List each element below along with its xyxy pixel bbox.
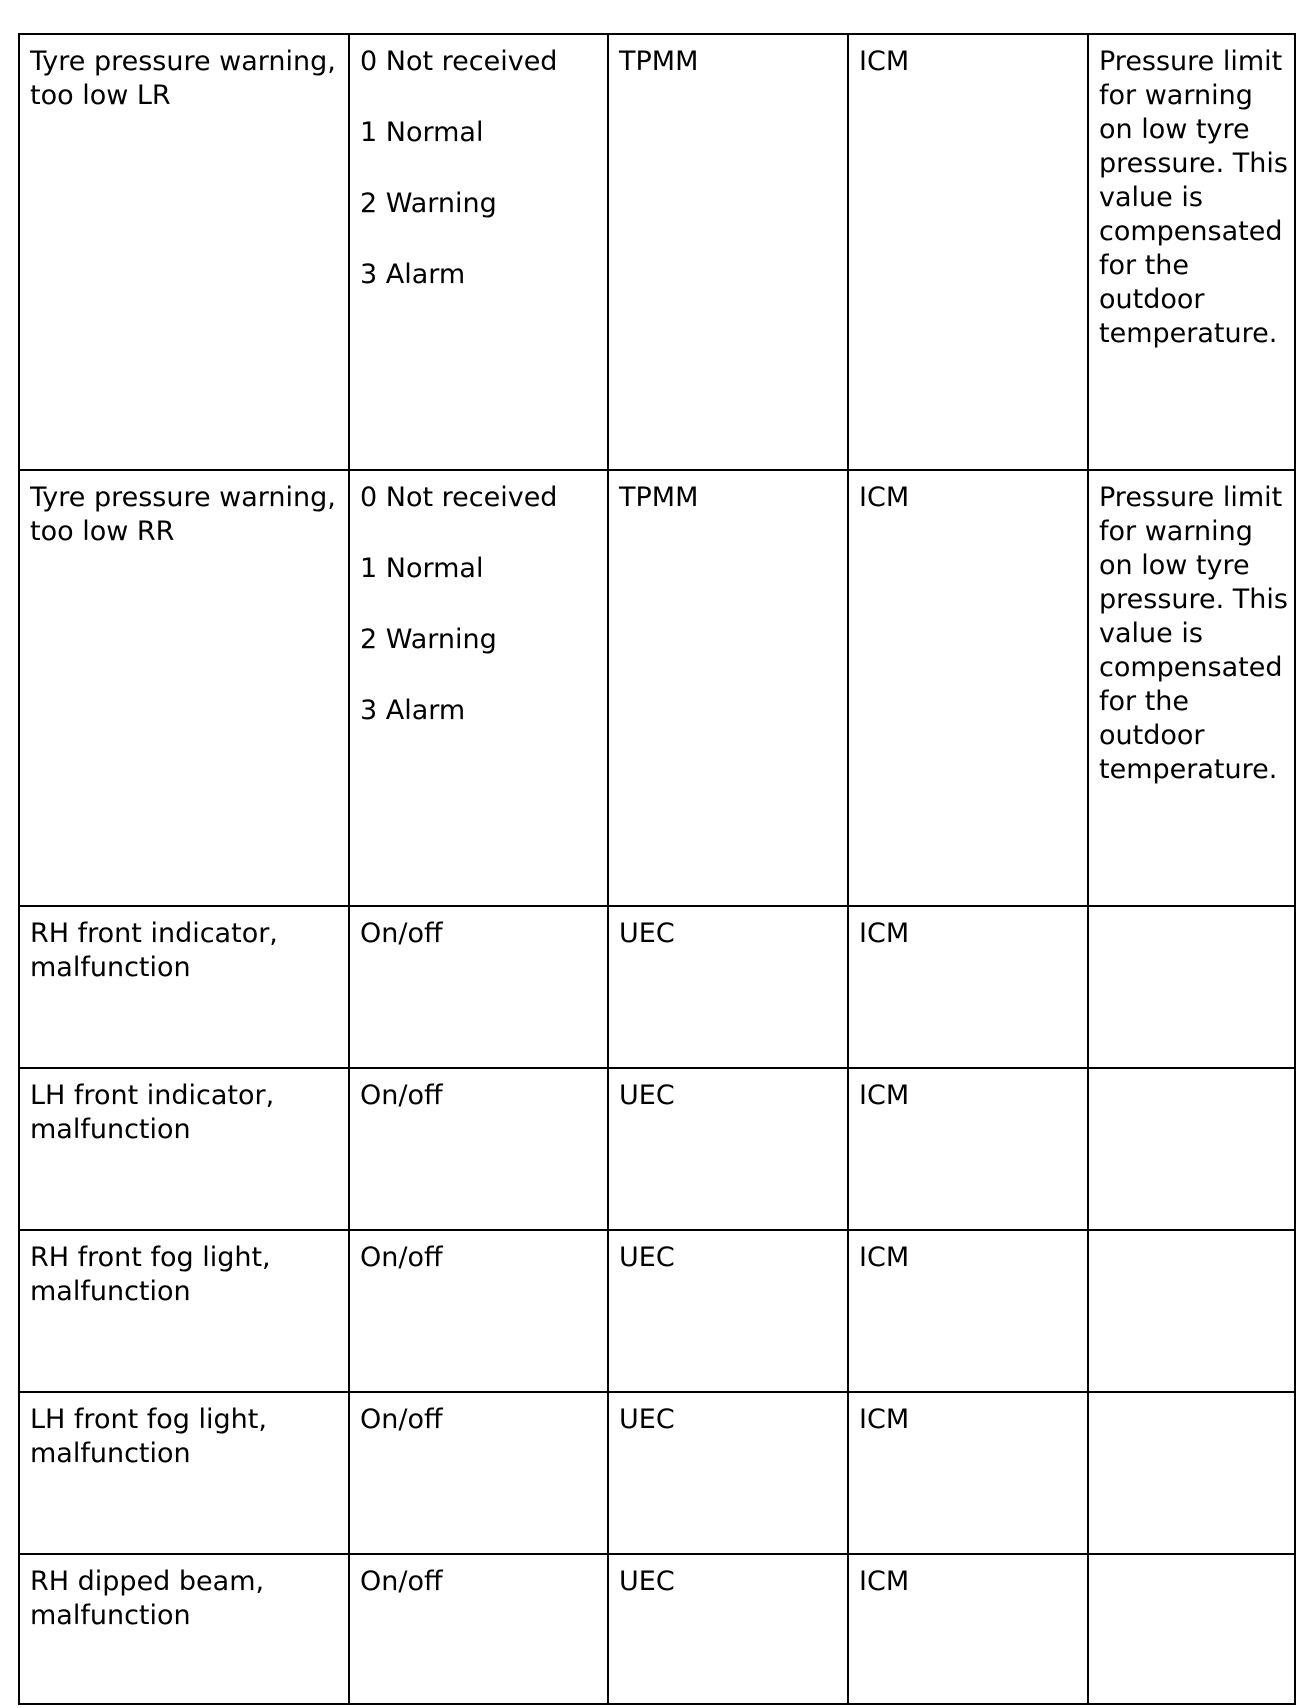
description-cell bbox=[1088, 1068, 1295, 1230]
signal-name-cell: RH front indicator, malfunction bbox=[19, 906, 349, 1068]
value-item: On/off bbox=[360, 1404, 443, 1435]
table-row bbox=[19, 470, 1295, 906]
signal-name-cell: Tyre pressure warning, too low RR bbox=[19, 470, 349, 906]
value-item: 1 Normal bbox=[360, 117, 484, 148]
description-cell bbox=[1088, 1392, 1295, 1554]
description-cell: Pressure limit for warning on low tyre pressure. This value is compensated for the outdoor temperature. bbox=[1088, 470, 1295, 906]
values-cell bbox=[349, 1230, 608, 1392]
table-row bbox=[19, 1230, 1295, 1392]
description-cell bbox=[1088, 906, 1295, 1068]
value-item: 0 Not received bbox=[360, 482, 558, 513]
description-cell: Pressure limit for warning on low tyre pressure. This value is compensated for the outdoor temperature. bbox=[1088, 34, 1295, 470]
receiver-cell: ICM bbox=[848, 1230, 1088, 1392]
table-row bbox=[19, 1392, 1295, 1554]
values-cell bbox=[349, 906, 608, 1068]
description-cell bbox=[1088, 1554, 1295, 1704]
receiver-cell: ICM bbox=[848, 34, 1088, 470]
value-item: 2 Warning bbox=[360, 188, 497, 219]
values-cell bbox=[349, 34, 608, 470]
signal-name-cell: LH front indicator, malfunction bbox=[19, 1068, 349, 1230]
value-item: On/off bbox=[360, 1242, 443, 1273]
receiver-cell: ICM bbox=[848, 906, 1088, 1068]
sender-cell: TPMM bbox=[608, 34, 848, 470]
value-item: 0 Not received bbox=[360, 46, 558, 77]
receiver-cell: ICM bbox=[848, 1554, 1088, 1704]
values-cell bbox=[349, 1554, 608, 1704]
sender-cell: UEC bbox=[608, 1068, 848, 1230]
value-item: 3 Alarm bbox=[360, 695, 466, 726]
signal-name-cell: RH front fog light, malfunction bbox=[19, 1230, 349, 1392]
values-cell bbox=[349, 470, 608, 906]
receiver-cell: ICM bbox=[848, 1392, 1088, 1554]
signal-table bbox=[18, 33, 1296, 1705]
receiver-cell: ICM bbox=[848, 470, 1088, 906]
sender-cell: UEC bbox=[608, 1392, 848, 1554]
values-cell bbox=[349, 1392, 608, 1554]
sender-cell: TPMM bbox=[608, 470, 848, 906]
signal-name-cell: RH dipped beam, malfunction bbox=[19, 1554, 349, 1704]
value-item: 1 Normal bbox=[360, 553, 484, 584]
value-item: On/off bbox=[360, 1080, 443, 1111]
values-cell bbox=[349, 1068, 608, 1230]
sender-cell: UEC bbox=[608, 1230, 848, 1392]
table-row bbox=[19, 34, 1295, 470]
table-row bbox=[19, 906, 1295, 1068]
table-row bbox=[19, 1068, 1295, 1230]
sender-cell: UEC bbox=[608, 906, 848, 1068]
value-item: 3 Alarm bbox=[360, 259, 466, 290]
sender-cell: UEC bbox=[608, 1554, 848, 1704]
receiver-cell: ICM bbox=[848, 1068, 1088, 1230]
value-item: On/off bbox=[360, 1566, 443, 1597]
description-cell bbox=[1088, 1230, 1295, 1392]
signal-name-cell: Tyre pressure warning, too low LR bbox=[19, 34, 349, 470]
value-item: On/off bbox=[360, 918, 443, 949]
table-row bbox=[19, 1554, 1295, 1704]
signal-name-cell: LH front fog light, malfunction bbox=[19, 1392, 349, 1554]
value-item: 2 Warning bbox=[360, 624, 497, 655]
